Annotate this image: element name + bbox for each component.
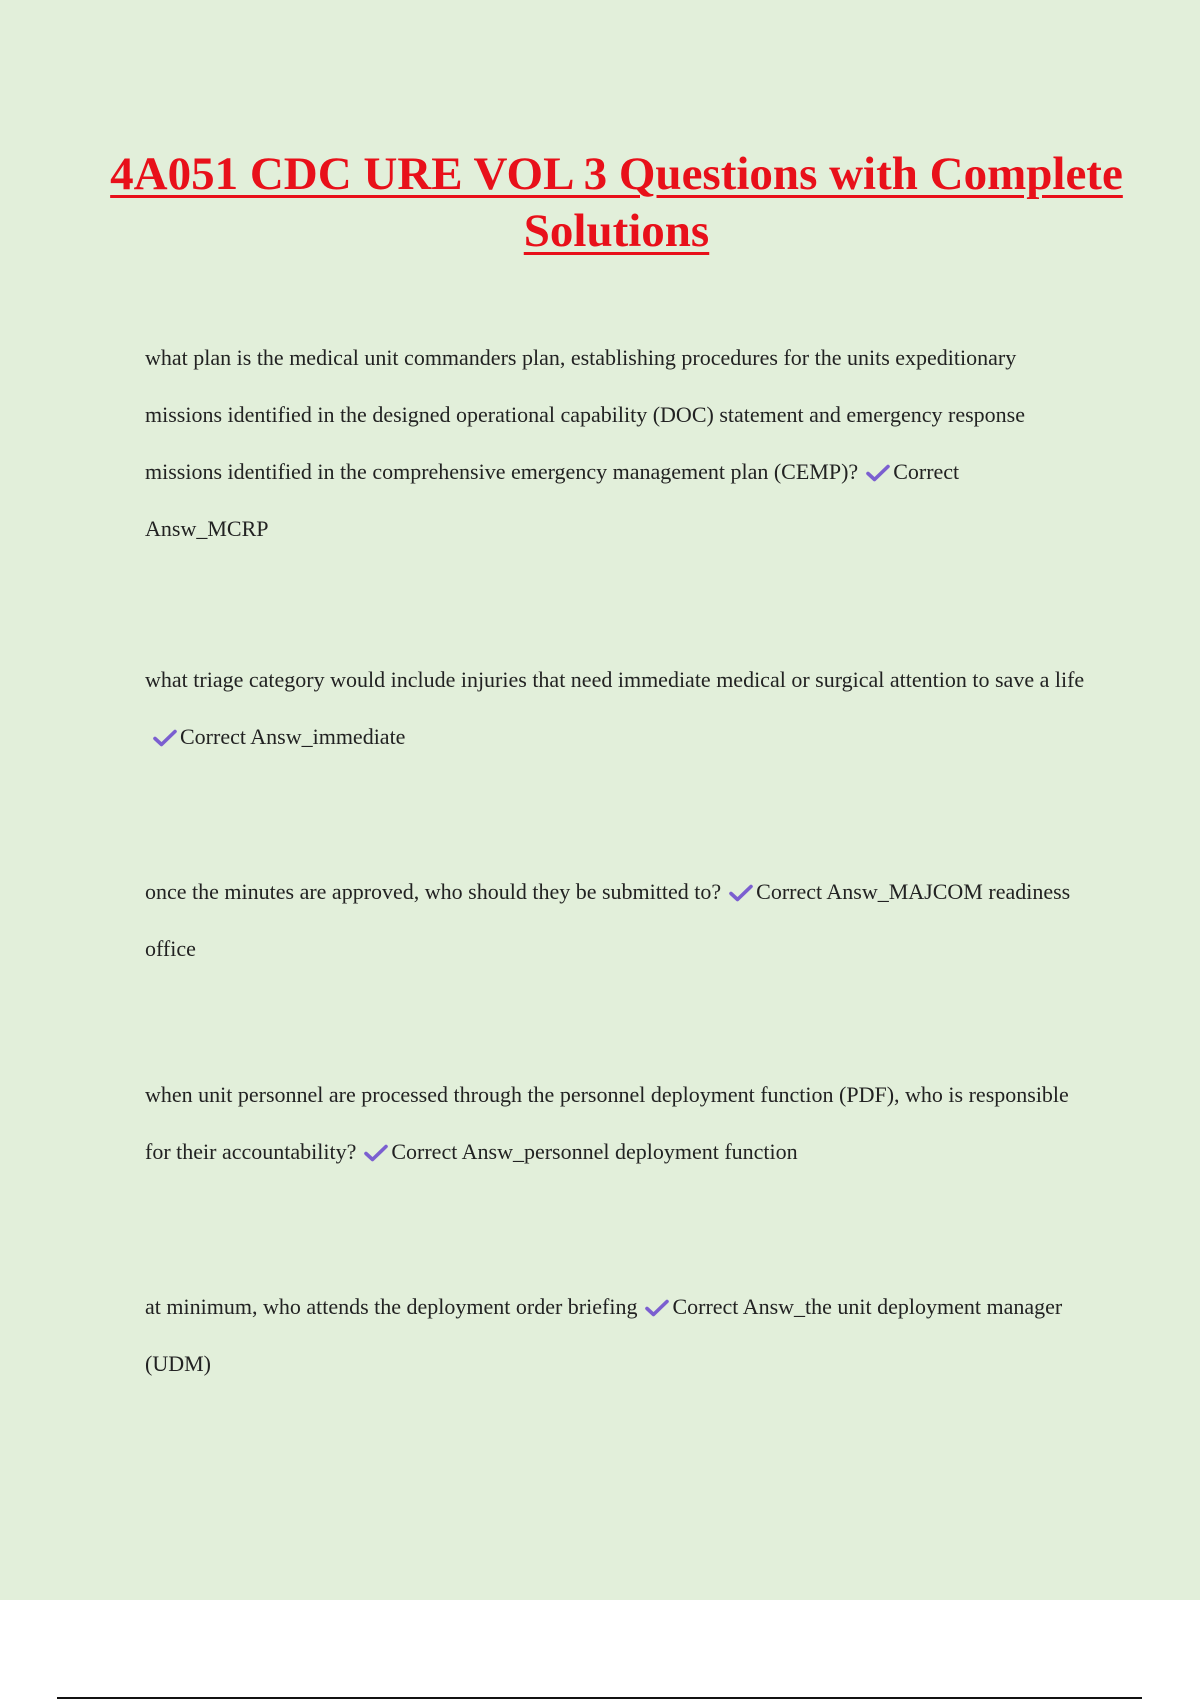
question-text: when unit personnel are processed through the personnel deployment function (PDF), who is responsible for their accountability? <box>145 1082 1069 1164</box>
answer-text: Correct Answ_MAJCOM readiness office <box>145 879 1071 961</box>
qa-item <box>145 329 1085 557</box>
qa-item <box>145 1066 1085 1180</box>
checkmark-icon <box>645 1299 669 1317</box>
checkmark-icon <box>153 729 177 747</box>
footer-divider <box>57 1697 1142 1699</box>
question-text: at minimum, who attends the deployment order briefing <box>145 1294 638 1319</box>
checkmark-icon <box>866 464 890 482</box>
qa-item <box>145 651 1085 765</box>
answer-text: Correct Answ_MCRP <box>145 459 960 541</box>
question-text: what plan is the medical unit commanders plan, establishing procedures for the units expeditionary missions identified in the designed operational capability (DOC) statement and emergency response missions identified in the comprehensive emergency management plan (CEMP)? <box>145 345 1025 484</box>
document-title: 4A051 CDC URE VOL 3 Questions with Complete Solutions <box>110 148 1123 257</box>
checkmark-icon <box>729 884 753 902</box>
question-text: what triage category would include injuries that need immediate medical or surgical attention to save a life <box>145 667 1085 692</box>
qa-item <box>145 863 1085 977</box>
answer-text: Correct Answ_the unit deployment manager (UDM) <box>145 1294 1063 1376</box>
qa-item <box>145 1278 1085 1392</box>
answer-text: Correct Answ_personnel deployment function <box>391 1139 798 1164</box>
answer-text: Correct Answ_immediate <box>180 724 406 749</box>
question-text: once the minutes are approved, who should they be submitted to? <box>145 879 722 904</box>
checkmark-icon <box>364 1144 388 1162</box>
